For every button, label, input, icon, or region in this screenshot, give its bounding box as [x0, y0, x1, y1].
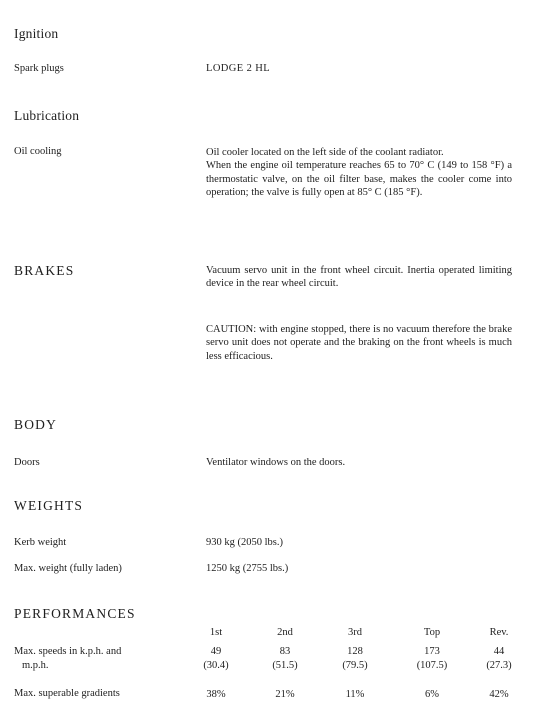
speed-rev [469, 645, 529, 672]
col-header-3rd: 3rd [348, 627, 362, 638]
speed-3rd [325, 645, 385, 672]
speed-2nd [255, 645, 315, 672]
brakes-description: Vacuum servo unit in the front wheel circuit. Inertia operated limiting device in the rear wheel circuit. [206, 265, 512, 290]
speed-mph: (27.3) [486, 659, 512, 671]
brakes-caution: CAUTION: with engine stopped, there is no vacuum therefore the brake servo unit does not operate and the braking on the front wheels is much less efficacious. [206, 324, 512, 362]
max-speeds-label [14, 645, 121, 672]
col-header-1st: 1st [209, 627, 223, 638]
speed-kph: 49 [210, 646, 222, 657]
speed-kph: 128 [347, 646, 363, 657]
oil-cooling-paragraph-2: When the engine oil temperature reaches 65 to 70° C (149 to 158 °F) a thermostatic valve, on the oil filter base, makes the cooler come into operation; the valve is fully open at 85° C (185 °F). [206, 160, 512, 199]
col-header-2nd: 2nd [277, 627, 293, 638]
gradient-1st: 38% [206, 689, 226, 700]
col-header-top: Top [423, 627, 441, 638]
speed-kph: 44 [493, 646, 505, 657]
section-heading-body: BODY [14, 417, 58, 432]
max-speeds-label-line2: m.p.h. [22, 659, 49, 671]
spark-plugs-label: Spark plugs [14, 63, 64, 74]
gradient-3rd: 11% [345, 689, 365, 700]
gradient-top: 6% [425, 689, 439, 700]
speed-kph: 83 [279, 646, 291, 657]
max-weight-value: 1250 kg (2755 lbs.) [206, 563, 289, 574]
speed-mph: (107.5) [416, 659, 448, 671]
oil-cooling-label: Oil cooling [14, 146, 62, 157]
speed-mph: (30.4) [203, 659, 229, 671]
doors-label: Doors [14, 457, 40, 468]
spark-plugs-value: LODGE 2 HL [206, 63, 271, 74]
kerb-weight-label: Kerb weight [14, 537, 67, 548]
speed-top [402, 645, 462, 672]
section-heading-performances: PERFORMANCES [14, 606, 136, 621]
doors-value: Ventilator windows on the doors. [206, 457, 346, 468]
section-heading-weights: WEIGHTS [14, 498, 84, 513]
gradient-rev: 42% [489, 689, 509, 700]
speed-1st [186, 645, 246, 672]
max-speeds-label-line1: Max. speeds in k.p.h. and [14, 646, 122, 657]
section-heading-ignition: Ignition [14, 26, 59, 41]
section-heading-brakes: BRAKES [14, 263, 75, 278]
oil-cooling-description [206, 146, 512, 200]
oil-cooling-paragraph-1: Oil cooler located on the left side of the coolant radiator. [206, 147, 444, 158]
gradients-label: Max. superable gradients [14, 688, 120, 699]
section-heading-lubrication: Lubrication [14, 108, 80, 123]
col-header-rev: Rev. [489, 627, 509, 638]
max-weight-label: Max. weight (fully laden) [14, 563, 122, 574]
speed-mph: (79.5) [342, 659, 368, 671]
gradient-2nd: 21% [275, 689, 295, 700]
speed-mph: (51.5) [272, 659, 298, 671]
speed-kph: 173 [424, 646, 440, 657]
kerb-weight-value: 930 kg (2050 lbs.) [206, 537, 283, 548]
